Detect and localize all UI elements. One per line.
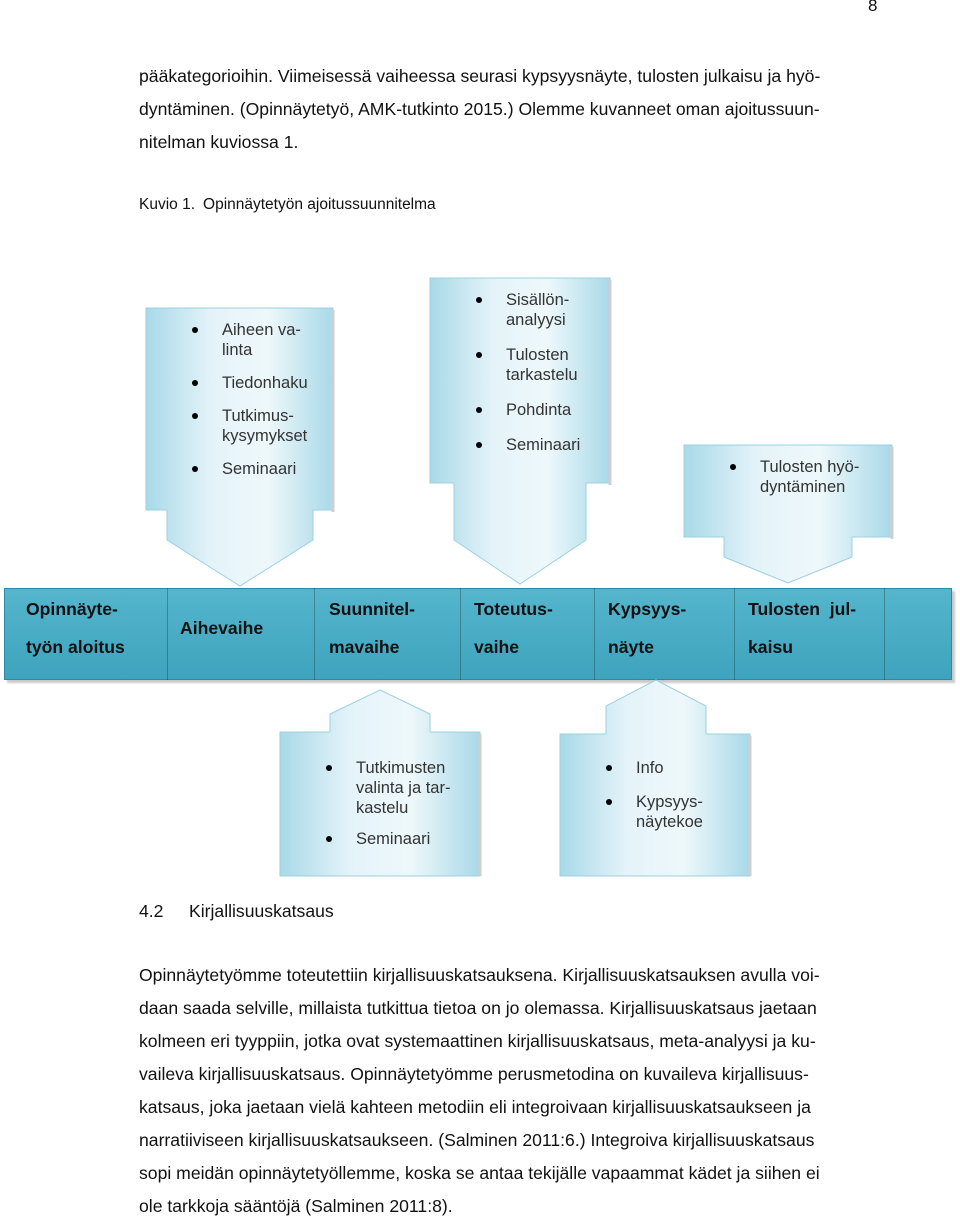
body-line: kolmeen eri tyyppiin, jotka ovat systemaattinen kirjallisuuskatsaus, meta-analyysi ja ku- [139,1031,816,1051]
callout-julkaisu-list [728,457,859,497]
figure-caption [139,196,436,214]
list-item: Seminaari [474,435,580,455]
figure-caption-label: Kuvio 1. [139,196,196,213]
phase-kypsyysnayte: Kypsyys- näyte [608,599,687,657]
callout-aihevaihe-list [190,320,308,479]
phase-divider [460,588,461,680]
section-title: Kirjallisuuskatsaus [189,901,334,921]
callout-suunnitelmavaihe [280,688,482,878]
list-item: Seminaari [190,459,308,479]
callout-toteutusvaihe [430,278,612,586]
section-heading [139,901,334,922]
list-item: Tiedonhaku [190,373,308,393]
callout-toteutusvaihe-list [474,290,580,455]
intro-paragraph [139,60,884,159]
phase-julkaisu: Tulosten jul- kaisu [748,599,857,657]
body-line: narratiiviseen kirjallisuuskatsaukseen. (Salminen 2011:6.) Integroiva kirjallisuuskatsaus [139,1130,815,1150]
phase-divider [594,588,595,680]
figure-caption-text: Opinnäytetyön ajoitussuunnitelma [203,196,436,213]
body-line: Opinnäytetyömme toteutettiin kirjallisuuskatsauksena. Kirjallisuuskatsauksen avulla voi- [139,965,820,985]
body-line: katsaus, joka jaetaan vielä kahteen metodiin eli integroivaan kirjallisuuskatsaukseen ja [139,1097,811,1117]
list-item: Kypsyys- näytekoe [604,792,703,832]
phase-aloitus: Opinnäyte- työn aloitus [26,599,125,657]
callout-kypsyysnayte-list [604,758,703,832]
list-item: Tutkimus- kysymykset [190,406,308,446]
phase-divider [734,588,735,680]
intro-line: nitelman kuviossa 1. [139,132,299,152]
intro-line: dyntäminen. (Opinnäytetyö, AMK-tutkinto 2015.) Olemme kuvanneet oman ajoitussuun- [139,99,820,119]
phase-divider [314,588,315,680]
body-paragraph [139,959,884,1223]
section-number: 4.2 [139,901,164,921]
phase-band [4,588,952,680]
list-item: Aiheen va- linta [190,320,308,360]
body-line: vaileva kirjallisuuskatsaus. Opinnäytetyömme perusmetodina on kuvaileva kirjallisuus- [139,1064,809,1084]
list-item: Tulosten hyö- dyntäminen [728,457,859,497]
intro-line: pääkategorioihin. Viimeisessä vaiheessa seurasi kypsyysnäyte, tulosten julkaisu ja hyö- [139,66,821,86]
body-line: sopi meidän opinnäytetyöllemme, koska se antaa tekijälle vapaammat kädet ja siihen ei [139,1163,820,1183]
phase-suunnitelmavaihe: Suunnitel- mavaihe [329,599,416,657]
callout-suunnitelmavaihe-list [324,758,450,849]
body-line: ole tarkkoja sääntöjä (Salminen 2011:8). [139,1196,453,1216]
phase-toteutusvaihe: Toteutus- vaihe [474,599,553,657]
list-item: Sisällön- analyysi [474,290,580,330]
phase-aihevaihe: Aihevaihe [180,618,264,638]
list-item: Pohdinta [474,400,580,420]
callout-aihevaihe [146,308,336,588]
phase-divider [167,588,168,680]
callout-julkaisu [684,445,894,585]
list-item: Seminaari [324,829,450,849]
page-number: 8 [868,0,878,15]
list-item: Tulosten tarkastelu [474,345,580,385]
list-item: Tutkimusten valinta ja tar- kastelu [324,758,450,818]
phase-divider [884,588,885,680]
list-item: Info [604,758,703,778]
body-line: daan saada selville, millaista tutkittua tietoa on jo olemassa. Kirjallisuuskatsaus jaetaan [139,998,817,1018]
callout-kypsyysnayte [560,678,752,878]
